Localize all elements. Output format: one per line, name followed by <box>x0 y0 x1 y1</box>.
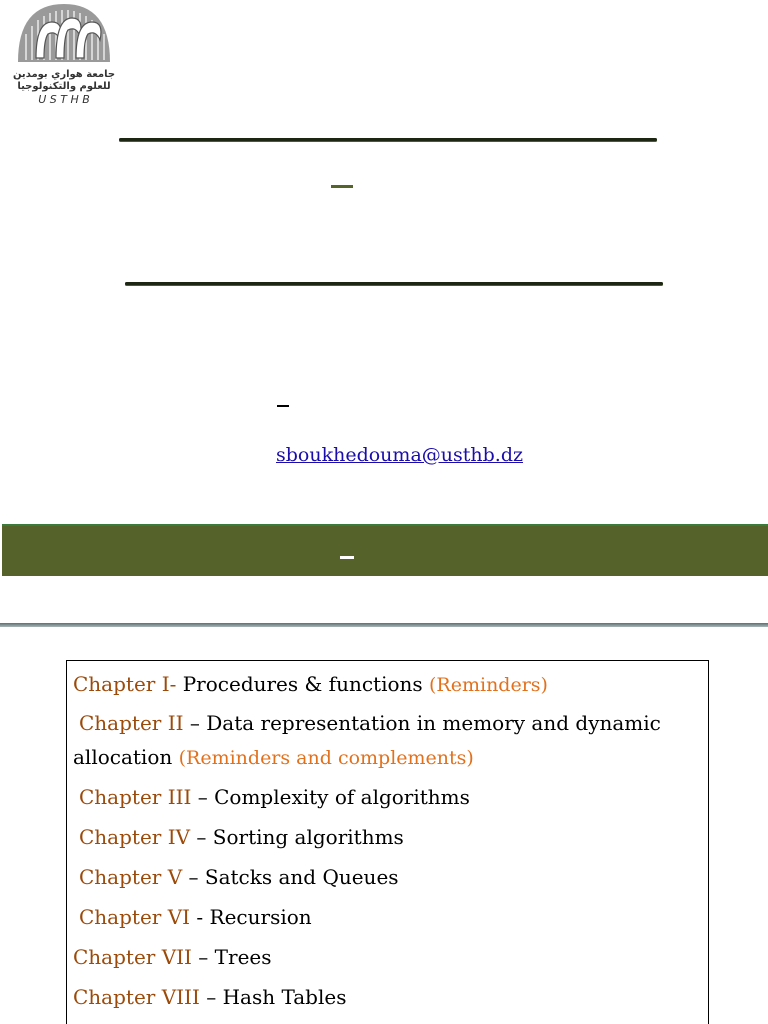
chapter-label: Chapter V <box>79 865 183 889</box>
toc-item <box>73 944 272 970</box>
chapter-label: Chapter VI <box>79 905 191 929</box>
chapter-label: Chapter IV <box>79 825 191 849</box>
chapter-sep: – <box>182 865 205 889</box>
chapter-sep: – <box>191 785 215 809</box>
chapter-label: Chapter VII <box>73 945 192 969</box>
chapter-title: Hash Tables <box>222 985 347 1009</box>
author-dash <box>277 405 289 407</box>
logo-acronym: U S T H B <box>38 93 90 106</box>
toc-box <box>66 660 709 1024</box>
chapter-label: Chapter III <box>79 785 192 809</box>
usthb-arches-icon <box>12 0 116 108</box>
chapter-title: Procedures & functions <box>176 672 430 696</box>
chapter-label: Chapter I- <box>73 672 177 696</box>
logo-arabic-1: جامعة هواري بومدين <box>12 69 116 80</box>
toc-item <box>73 710 661 736</box>
course-banner <box>2 524 768 576</box>
title-rule-bottom <box>125 282 663 285</box>
toc-item-cont <box>73 744 474 771</box>
chapter-sep: – <box>199 985 223 1009</box>
chapter-title: Satcks and Queues <box>204 865 399 889</box>
chapter-title: Trees <box>214 945 272 969</box>
chapter-note: (Reminders) <box>429 674 548 696</box>
chapter-title: Recursion <box>209 905 312 929</box>
toc-item <box>73 824 404 850</box>
chapter-label: Chapter VIII <box>73 985 200 1009</box>
chapter-label: Chapter II <box>79 711 184 735</box>
chapter-note: (Reminders and complements) <box>178 747 474 769</box>
title-dash <box>331 185 353 188</box>
chapter-title: Data representation in memory and dynamic <box>206 711 661 735</box>
chapter-title-cont: allocation <box>73 745 179 769</box>
toc-item <box>73 984 346 1010</box>
chapter-sep: – <box>191 945 215 969</box>
chapter-sep: - <box>190 905 210 929</box>
toc-item <box>73 784 470 810</box>
chapter-sep: – <box>183 711 207 735</box>
banner-dash <box>340 556 354 559</box>
title-rule-top <box>119 138 657 141</box>
toc-item <box>73 671 548 698</box>
author-email-link[interactable]: sboukhedouma@usthb.dz <box>276 444 523 466</box>
chapter-sep: – <box>190 825 213 849</box>
toc-item <box>73 904 312 930</box>
chapter-title: Sorting algorithms <box>212 825 404 849</box>
logo-arabic-2: للعلوم والتكنولوجيا <box>17 81 111 92</box>
usthb-logo <box>12 0 116 108</box>
chapter-title: Complexity of algorithms <box>214 785 470 809</box>
section-separator <box>0 623 768 627</box>
toc-item <box>73 864 399 890</box>
